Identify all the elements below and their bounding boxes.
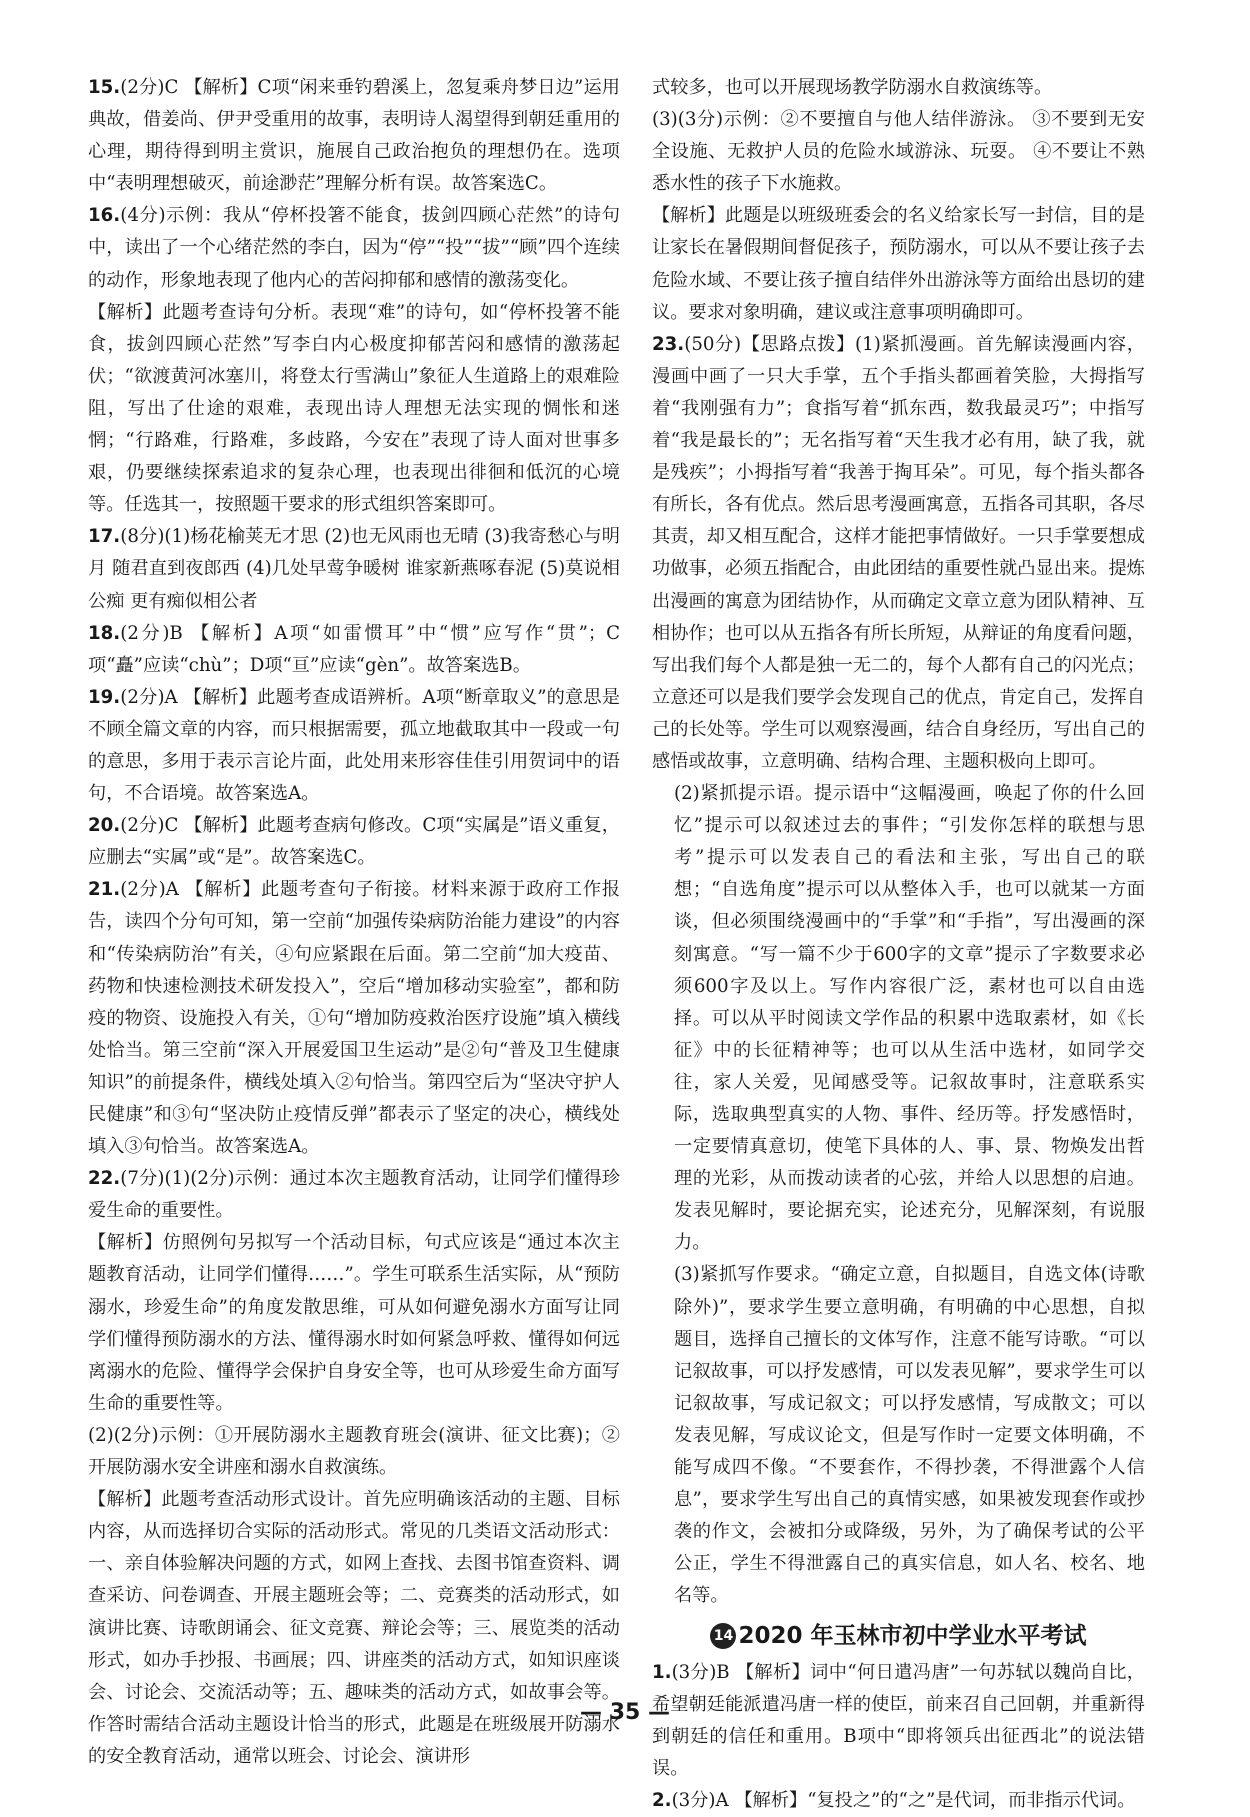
- answer-text: (2)紧抓提示语。提示语中“这幅漫画，唤起了你的什么回忆”提示可以叙述过去的事件；“引发你怎样的联想与思考”提示可以发表自己的看法和主张，写出自己的联想；“自选角度”提示可以从整体入手，也可以就某一方面谈，但必须围绕漫画中的“手掌”和“手指”，写出漫画的深刻寓意。“写一篇不少于600字的文章”提示了字数要求必须600字及以上。写作内容很广泛，素材也可以自由选择。可以从平时阅读文学作品的积累中选取素材，如《长征》中的长征精神等；也可以从生活中选材，如同学交往，家人关爱，见闻感受等。记叙故事时，注意联系实际，选取典型真实的人物、事件、经历等。抒发感悟时，一定要情真意切，使笔下具体的人、事、景、物焕发出哲理的光彩，从而拨动读者的心弦，并给人以思想的启迪。发表见解时，要论据充实，论述充分，见解深刻，有说服力。: [674, 783, 1145, 1254]
- section-number-badge: 14: [710, 1623, 736, 1649]
- answer-21: [88, 874, 620, 1163]
- question-number: 16.: [88, 205, 121, 227]
- left-column: [88, 72, 620, 1773]
- answer-text: (8分)(1)杨花榆荚无才思 (2)也无风雨也无晴 (3)我寄愁心与明月 随君直到夜郎西 (4)几处早莺争暖树 谁家新燕啄春泥 (5)莫说相公痴 更有痴似相公者: [88, 526, 620, 612]
- answer-16: [88, 200, 620, 521]
- answer-2: [652, 1785, 1145, 1817]
- answer-text: (3分)A 【解析】“复投之”的“之”是代词，而非指示代词。: [671, 1789, 1136, 1811]
- answer-19: [88, 682, 620, 810]
- page-number: — 35 —: [580, 1700, 670, 1725]
- answer-text: (4分)示例：我从“停杯投箸不能食，拔剑四顾心茫然”的诗句中，读出了一个心绪茫然的李白，因为“停”“投”“拔”“顾”四个连续的动作，形象地表现了他内心的苦闷抑郁和感情的激荡变化。: [88, 205, 620, 291]
- continuation-text: 式较多，也可以开展现场教学防溺水自救演练等。: [652, 77, 1053, 98]
- answer-text: (7分)(1)(2分)示例：通过本次主题教育活动，让同学们懂得珍爱生命的重要性。: [88, 1168, 620, 1222]
- question-number: 20.: [88, 815, 121, 837]
- answer-text: (3)紧抓写作要求。“确定立意，自拟题目，自选文体(诗歌除外)”，要求学生要立意明确，有明确的中心思想，自拟题目，选择自己擅长的文体写作，注意不能写诗歌。“可以记叙故事，可以抒发感情，可以发表见解”，要求学生可以记叙故事，写成记叙文；可以抒发感情，写成散文；可以发表见解，写成议论文，但是写作时一定要文体明确，不能写成四不像。“不要套作，不得抄袭，不得泄露个人信息”，要求学生写出自己的真情实感，如果被发现套作或抄袭的作文，会被扣分或降级，另外，为了确保考试的公平公正，学生不得泄露自己的真实信息，如人名、校名、地名等。: [674, 1264, 1145, 1607]
- answer-text: (3分)B 【解析】词中“何日遣冯唐”一句苏轼以魏尚自比，希望朝廷能派遣冯唐一样的使臣，前来召自己回朝，并重新得到朝廷的信任和重用。B项中“即将领兵出征西北”的说法错误。: [652, 1661, 1145, 1779]
- answer-text: (2)(2分)示例：①开展防溺水主题教育班会(演讲、征文比赛)；②开展防溺水安全讲座和溺水自救演练。: [88, 1424, 620, 1479]
- answer-text: (3)(3分)示例：②不要擅自与他人结伴游泳。 ③不要到无安全设施、无救护人员的危险水域游泳、玩耍。 ④不要让不熟悉水性的孩子下水施救。: [652, 109, 1145, 195]
- answer-17: [88, 521, 620, 617]
- answer-20: [88, 810, 620, 874]
- answer-18: [88, 618, 620, 682]
- question-number: 23.: [652, 333, 685, 355]
- analysis-text: 【解析】此题是以班级班委会的名义给家长写一封信，目的是让家长在暑假期间督促孩子，预防溺水，可以从不要让孩子去危险水域、不要让孩子擅自结伴外出游泳等方面给出恳切的建议。要求对象明确，建议或注意事项明确即可。: [652, 205, 1145, 323]
- analysis-text: 【解析】仿照例句另拟写一个活动目标，句式应该是“通过本次主题教育活动，让同学们懂得……”。学生可联系生活实际，从“预防溺水，珍爱生命”的角度发散思维，可从如何避免溺水方面写让同学们懂得预防溺水的方法、懂得溺水时如何紧急呼救、懂得如何远离溺水的危险、懂得学会保护自身安全等，也可从珍爱生命方面写生命的重要性等。: [88, 1232, 620, 1414]
- question-number: 15.: [88, 77, 121, 98]
- question-number: 17.: [88, 526, 121, 548]
- analysis-text: 【解析】此题考查诗句分析。表现“难”的诗句，如“停杯投箸不能食，拔剑四顾心茫然”写李白内心极度抑郁苦闷和感情的激荡起伏；“欲渡黄河冰塞川，将登太行雪满山”象征人生道路上的艰难险阻，写出了仕途的艰难，表现出诗人理想无法实现的惆怅和迷惘；“行路难，行路难，多歧路，今安在”表现了诗人面对世事多艰，仍要继续探索追求的复杂心理，也表现出徘徊和低沉的心境等。任选其一，按照题干要求的形式组织答案即可。: [88, 301, 620, 516]
- section-heading: [652, 1619, 1145, 1653]
- question-number: 19.: [88, 686, 121, 708]
- answer-22: [88, 1163, 620, 1773]
- question-number: 18.: [88, 622, 121, 644]
- question-number: 2.: [652, 1789, 672, 1811]
- answer-text: (2分)B 【解析】A项“如雷惯耳”中“惯”应写作“贯”；C项“矗”应读“chù”；D项“亘”应读“gèn”。故答案选B。: [88, 622, 620, 676]
- answer-text: (2分)A 【解析】此题考查句子衔接。材料来源于政府工作报告，读四个分句可知，第一空前“加强传染病防治能力建设”的内容和“传染病防治”有关，④句应紧跟在后面。第二空前“加大疫苗、药物和快速检测技术研发投入”，空后“增加移动实验室”，都和防疫的物资、设施投入有关，①句“增加防疫救治医疗设施”填入横线处恰当。第三空前“深入开展爱国卫生运动”是②句“普及卫生健康知识”的前提条件，横线处填入②句恰当。第四空后为“坚决守护人民健康”和③句“坚决防止疫情反弹”都表示了坚定的决心，横线处填入③句恰当。故答案选A。: [88, 879, 620, 1158]
- right-column: [652, 72, 1145, 1817]
- answer-text: (2分)A 【解析】此题考查成语辨析。A项“断章取义”的意思是不顾全篇文章的内容，而只根据需要，孤立地截取其中一段或一句的意思，多用于表示言论片面，此处用来形容佳佳引用贺词中的语句，不合语境。故答案选A。: [88, 686, 620, 805]
- question-number: 21.: [88, 879, 121, 901]
- answer-15: [88, 72, 620, 200]
- question-number: 1.: [652, 1661, 672, 1683]
- answer-text: (2分)C 【解析】此题考查病句修改。C项“实属是”语义重复，应删去“实属”或“是”。故答案选C。: [88, 815, 620, 869]
- section-title: 2020 年玉林市初中学业水平考试: [738, 1622, 1087, 1649]
- answer-23: [652, 329, 1145, 1613]
- answer-text: (50分)【思路点拨】(1)紧抓漫画。首先解读漫画内容，漫画中画了一只大手掌，五个手指头都画着笑脸，大拇指写着“我刚强有力”；食指写着“抓东西，数我最灵巧”；中指写着“我是最长的”；无名指写着“天生我才必有用，缺了我，就是残疾”；小拇指写着“我善于掏耳朵”。可见，每个指头都各有所长，各有优点。然后思考漫画寓意，五指各司其职，各尽其责，却又相互配合，这样才能把事情做好。一只手掌要想成功做事，必须五指配合，由此团结的重要性就凸显出来。提炼出漫画的寓意为团结协作，从而确定文章立意为团队精神、互相协作；也可以从五指各有所长所短，从辩证的角度看问题，写出我们每个人都是独一无二的，每个人都有自己的闪光点；立意还可以是我们要学会发现自己的优点，肯定自己，发挥自己的长处等。学生可以观察漫画，结合自身经历，写出自己的感悟或故事，立意明确、结构合理、主题积极向上即可。: [652, 333, 1145, 772]
- analysis-text: 【解析】此题考查活动形式设计。首先应明确该活动的主题、目标内容，从而选择切合实际的活动形式。常见的几类语文活动形式：一、亲自体验解决问题的方式，如网上查找、去图书馆查资料、调查采访、问卷调查、开展主题班会等；二、竞赛类的活动形式，如演讲比赛、诗歌朗诵会、征文竞赛、辩论会等；三、展览类的活动形式，如办手抄报、书画展；四、讲座类的活动方式，如知识座谈会、讨论会、交流活动等；五、趣味类的活动方式，如故事会等。作答时需结合活动主题设计恰当的形式，此题是在班级展开防溺水的安全教育活动，通常以班会、讨论会、演讲形: [88, 1489, 620, 1767]
- question-number: 22.: [88, 1168, 121, 1190]
- answer-text: (2分)C 【解析】C项“闲来垂钓碧溪上，忽复乘舟梦日边”运用典故，借姜尚、伊尹受重用的故事，表明诗人渴望得到朝廷重用的心理，期待得到明主赏识，施展自己政治抱负的理想仍在。选项中“表明理想破灭，前途渺茫”理解分析有误。故答案选C。: [88, 77, 620, 195]
